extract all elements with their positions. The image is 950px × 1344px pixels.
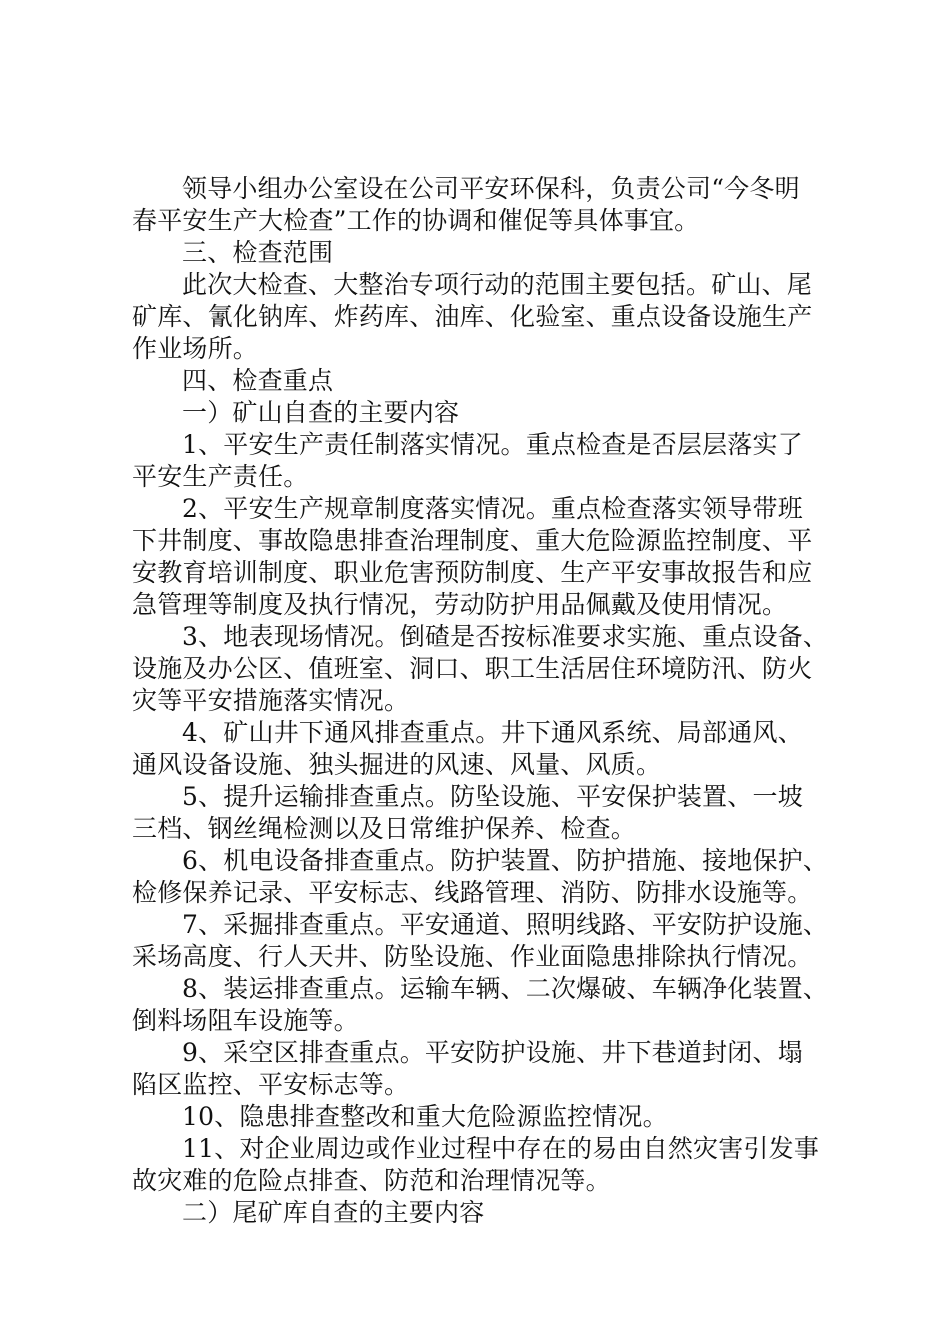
text-line: 11、对企业周边或作业过程中存在的易由自然灾害引发事 — [182, 1134, 820, 1163]
text-line: 二）尾矿库自查的主要内容 — [182, 1198, 485, 1227]
text-line: 领导小组办公室设在公司平安环保科，负责公司“今冬明 — [182, 174, 800, 203]
text-line: 故灾难的危险点排查、防范和治理情况等。 — [132, 1166, 611, 1195]
text-line: 一）矿山自查的主要内容 — [182, 398, 460, 427]
text-line: 急管理等制度及执行情况，劳动防护用品佩戴及使用情况。 — [132, 590, 788, 619]
text-line: 10、隐患排查整改和重大危险源监控情况。 — [182, 1102, 668, 1131]
text-line: 9、采空区排查重点。平安防护设施、井下巷道封闭、塌 — [182, 1038, 803, 1067]
text-line: 通风设备设施、独头掘进的风速、风量、风质。 — [132, 750, 662, 779]
text-line: 采场高度、行人天井、防坠设施、作业面隐患排除执行情况。 — [132, 942, 813, 971]
text-line: 陷区监控、平安标志等。 — [132, 1070, 410, 1099]
text-line: 三档、钢丝绳检测以及日常维护保养、检查。 — [132, 814, 637, 843]
text-line: 春平安生产大检查”工作的协调和催促等具体事宜。 — [132, 206, 700, 235]
text-line: 作业场所。 — [132, 334, 259, 363]
text-line: 平安生产责任。 — [132, 462, 309, 491]
text-line: 2、平安生产规章制度落实情况。重点检查落实领导带班 — [182, 494, 803, 523]
text-line: 此次大检查、大整治专项行动的范围主要包括。矿山、尾 — [182, 270, 813, 299]
document-body — [132, 173, 829, 1229]
text-line: 3、地表现场情况。倒碴是否按标准要求实施、重点设备、 — [182, 622, 829, 651]
text-line: 检修保养记录、平安标志、线路管理、消防、防排水设施等。 — [132, 878, 813, 907]
text-line: 下井制度、事故隐患排查治理制度、重大危险源监控制度、平 — [132, 526, 813, 555]
text-line: 倒料场阻车设施等。 — [132, 1006, 359, 1035]
text-line: 矿库、氰化钠库、炸药库、油库、化验室、重点设备设施生产 — [132, 302, 813, 331]
text-line: 8、装运排查重点。运输车辆、二次爆破、车辆净化装置、 — [182, 974, 829, 1003]
text-line: 设施及办公区、值班室、洞口、职工生活居住环境防汛、防火 — [132, 654, 813, 683]
text-line: 安教育培训制度、职业危害预防制度、生产平安事故报告和应 — [132, 558, 813, 587]
text-line: 7、采掘排查重点。平安通道、照明线路、平安防护设施、 — [182, 910, 829, 939]
text-line: 三、检查范围 — [182, 238, 334, 267]
text-line: 1、平安生产责任制落实情况。重点检查是否层层落实了 — [182, 430, 803, 459]
text-line: 4、矿山井下通风排查重点。井下通风系统、局部通风、 — [182, 718, 803, 747]
text-line: 5、提升运输排查重点。防坠设施、平安保护装置、一坡 — [182, 782, 803, 811]
text-line: 灾等平安措施落实情况。 — [132, 686, 410, 715]
text-line: 6、机电设备排查重点。防护装置、防护措施、接地保护、 — [182, 846, 829, 875]
text-line: 四、检查重点 — [182, 366, 334, 395]
